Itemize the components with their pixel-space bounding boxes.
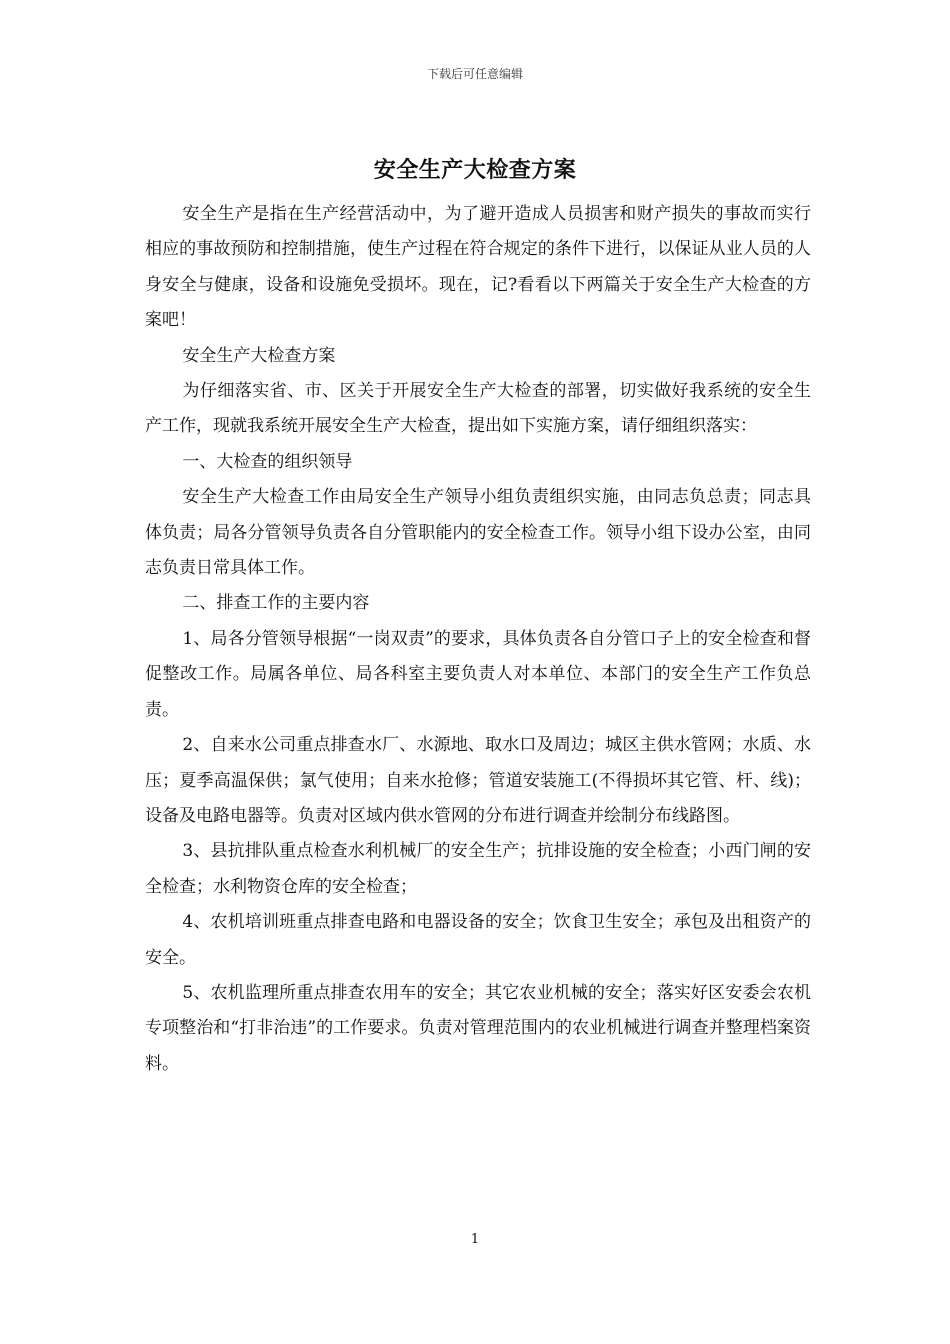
- document-title: 安全生产大检查方案: [373, 157, 577, 183]
- document-body: [145, 197, 811, 1082]
- list-item-5: 5、农机监理所重点排查农用车的安全；其它农业机械的安全；落实好区安委会农机专项整治和“打非治违”的工作要求。负责对管理范围内的农业机械进行调查并整理档案资料。: [145, 982, 811, 1074]
- list-item-1: 1、局各分管领导根据“一岗双责”的要求，具体负责各自分管口子上的安全检查和督促整改工作。局属各单位、局各科室主要负责人对本单位、本部门的安全生产工作负总责。: [145, 628, 811, 720]
- section-heading-organization: 一、大检查的组织领导: [182, 451, 353, 472]
- page-header-note: 下载后可任意编辑: [426, 67, 523, 81]
- list-item-4: 4、农机培训班重点排查电路和电器设备的安全；饮食卫生安全；承包及出租资产的安全。: [145, 912, 811, 968]
- paragraph-organization: 安全生产大检查工作由局安全生产领导小组负责组织实施，由同志负总责；同志具体负责；局各分管领导负责各自分管职能内的安全检查工作。领导小组下设办公室，由同志负责日常具体工作。: [145, 487, 811, 579]
- paragraph-subtitle: 安全生产大检查方案: [182, 345, 336, 366]
- list-item-2: 2、自来水公司重点排查水厂、水源地、取水口及周边；城区主供水管网；水质、水压；夏季高温保供；氯气使用；自来水抢修；管道安装施工(不得损坏其它管、杆、线)；设备及电路电器等。负责对区域内供水管网的分布进行调查并绘制分布线路图。: [145, 735, 811, 826]
- paragraph-intro: 安全生产是指在生产经营活动中，为了避开造成人员损害和财产损失的事故而实行相应的事故预防和控制措施，使生产过程在符合规定的条件下进行，以保证从业人员的人身安全与健康，设备和设施免受损坏。现在，记?看看以下两篇关于安全生产大检查的方案吧！: [145, 204, 811, 331]
- paragraph-preamble: 为仔细落实省、市、区关于开展安全生产大检查的部署，切实做好我系统的安全生产工作，现就我系统开展安全生产大检查，提出如下实施方案，请仔细组织落实：: [145, 381, 811, 437]
- section-heading-content: 二、排查工作的主要内容: [182, 593, 370, 614]
- page-number: 1: [470, 1232, 480, 1247]
- list-item-3: 3、县抗排队重点检查水利机械厂的安全生产；抗排设施的安全检查；小西门闸的安全检查；水利物资仓库的安全检查；: [145, 841, 811, 897]
